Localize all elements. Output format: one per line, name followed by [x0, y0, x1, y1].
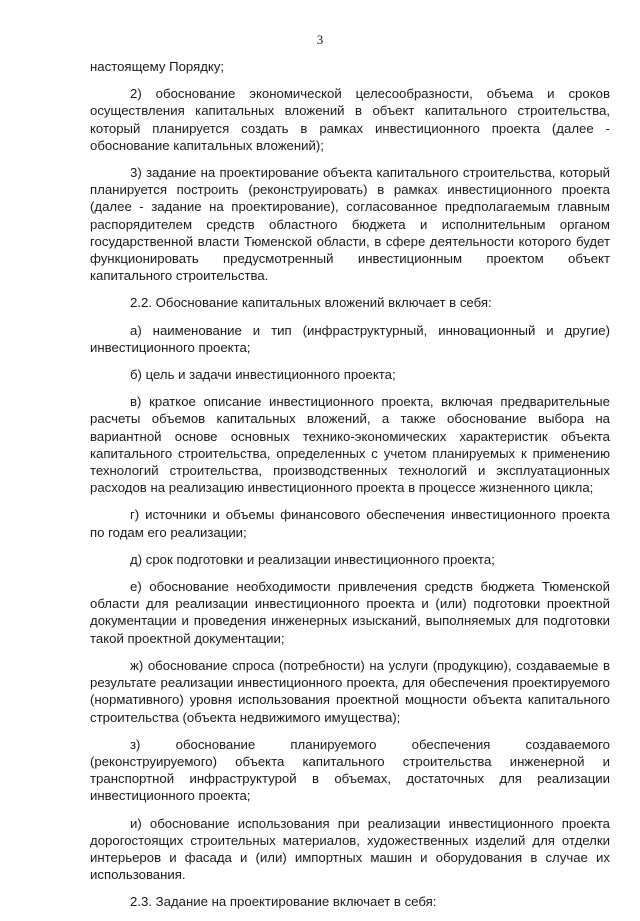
- document-body: [90, 58, 610, 921]
- paragraph-item-2: 2) обоснование экономической целесообразности, объема и сроков осуществления капитальных вложений в объект капитального строительства, который планируется создать в рамках инвестиционного проекта (далее - обоснование капитальных вложений);: [90, 86, 610, 153]
- paragraph-item-i: и) обоснование использования при реализации инвестиционного проекта дорогостоящих строительных материалов, художественных изделий для отделки интерьеров и фасада и (или) импортных машин и оборудования в случае их использования.: [90, 815, 610, 883]
- paragraph-item-g: г) источники и объемы финансового обеспечения инвестиционного проекта по годам его реализации;: [90, 507, 610, 540]
- paragraph-item-zh: ж) обоснование спроса (потребности) на услуги (продукцию), создаваемые в результате реализации инвестиционного проекта, для обеспечения проектируемого (нормативного) уровня использования проектной мощности объекта капитального строительства (объекта недвижимого имущества);: [90, 657, 610, 725]
- paragraph-item-3: 3) задание на проектирование объекта капитального строительства, который планируется построить (реконструировать) в рамках инвестиционного проекта (далее - задание на проектирование), согласованное предполагаемым главным распорядителем средств областного бюджета и исполнительным органом государственной власти Тюменской области, в сфере деятельности которого будет функционировать предусмотренный инвестиционным проектом объект капитального строительства.: [90, 165, 610, 284]
- paragraph-item-z: з) обоснование планируемого обеспечения создаваемого (реконструируемого) объекта капитального строительства инженерной и транспортной инфраструктурой в объемах, достаточных для реализации инвестиционного проекта;: [90, 736, 610, 804]
- paragraph-item-e: е) обоснование необходимости привлечения средств бюджета Тюменской области для реализации инвестиционного проекта и (или) подготовки проектной документации и проведения инженерных изысканий, выполняемых для подготовки такой проектной документации;: [90, 579, 610, 646]
- paragraph-item-v: в) краткое описание инвестиционного проекта, включая предварительные расчеты объемов капитальных вложений, а также обоснование выбора на вариантной основе основных технико-экономических характеристик объекта капитального строительства, определенных с учетом планируемых к применению технологий строительства, производственных технологий и эксплуатационных расходов на реализацию инвестиционного проекта в процессе жизненного цикла;: [90, 394, 610, 496]
- section-2-2-heading: 2.2. Обоснование капитальных вложений включает в себя:: [130, 295, 492, 311]
- page-number: 3: [316, 32, 324, 47]
- section-2-3-heading: 2.3. Задание на проектирование включает в себя:: [130, 894, 437, 910]
- paragraph-item-a: а) наименование и тип (инфраструктурный, инновационный и другие) инвестиционного проекта;: [90, 322, 610, 355]
- paragraph-item-b: б) цель и задачи инвестиционного проекта;: [130, 367, 396, 383]
- paragraph-item-d: д) срок подготовки и реализации инвестиционного проекта;: [130, 551, 495, 567]
- paragraph-continuation: настоящему Порядку;: [90, 59, 225, 74]
